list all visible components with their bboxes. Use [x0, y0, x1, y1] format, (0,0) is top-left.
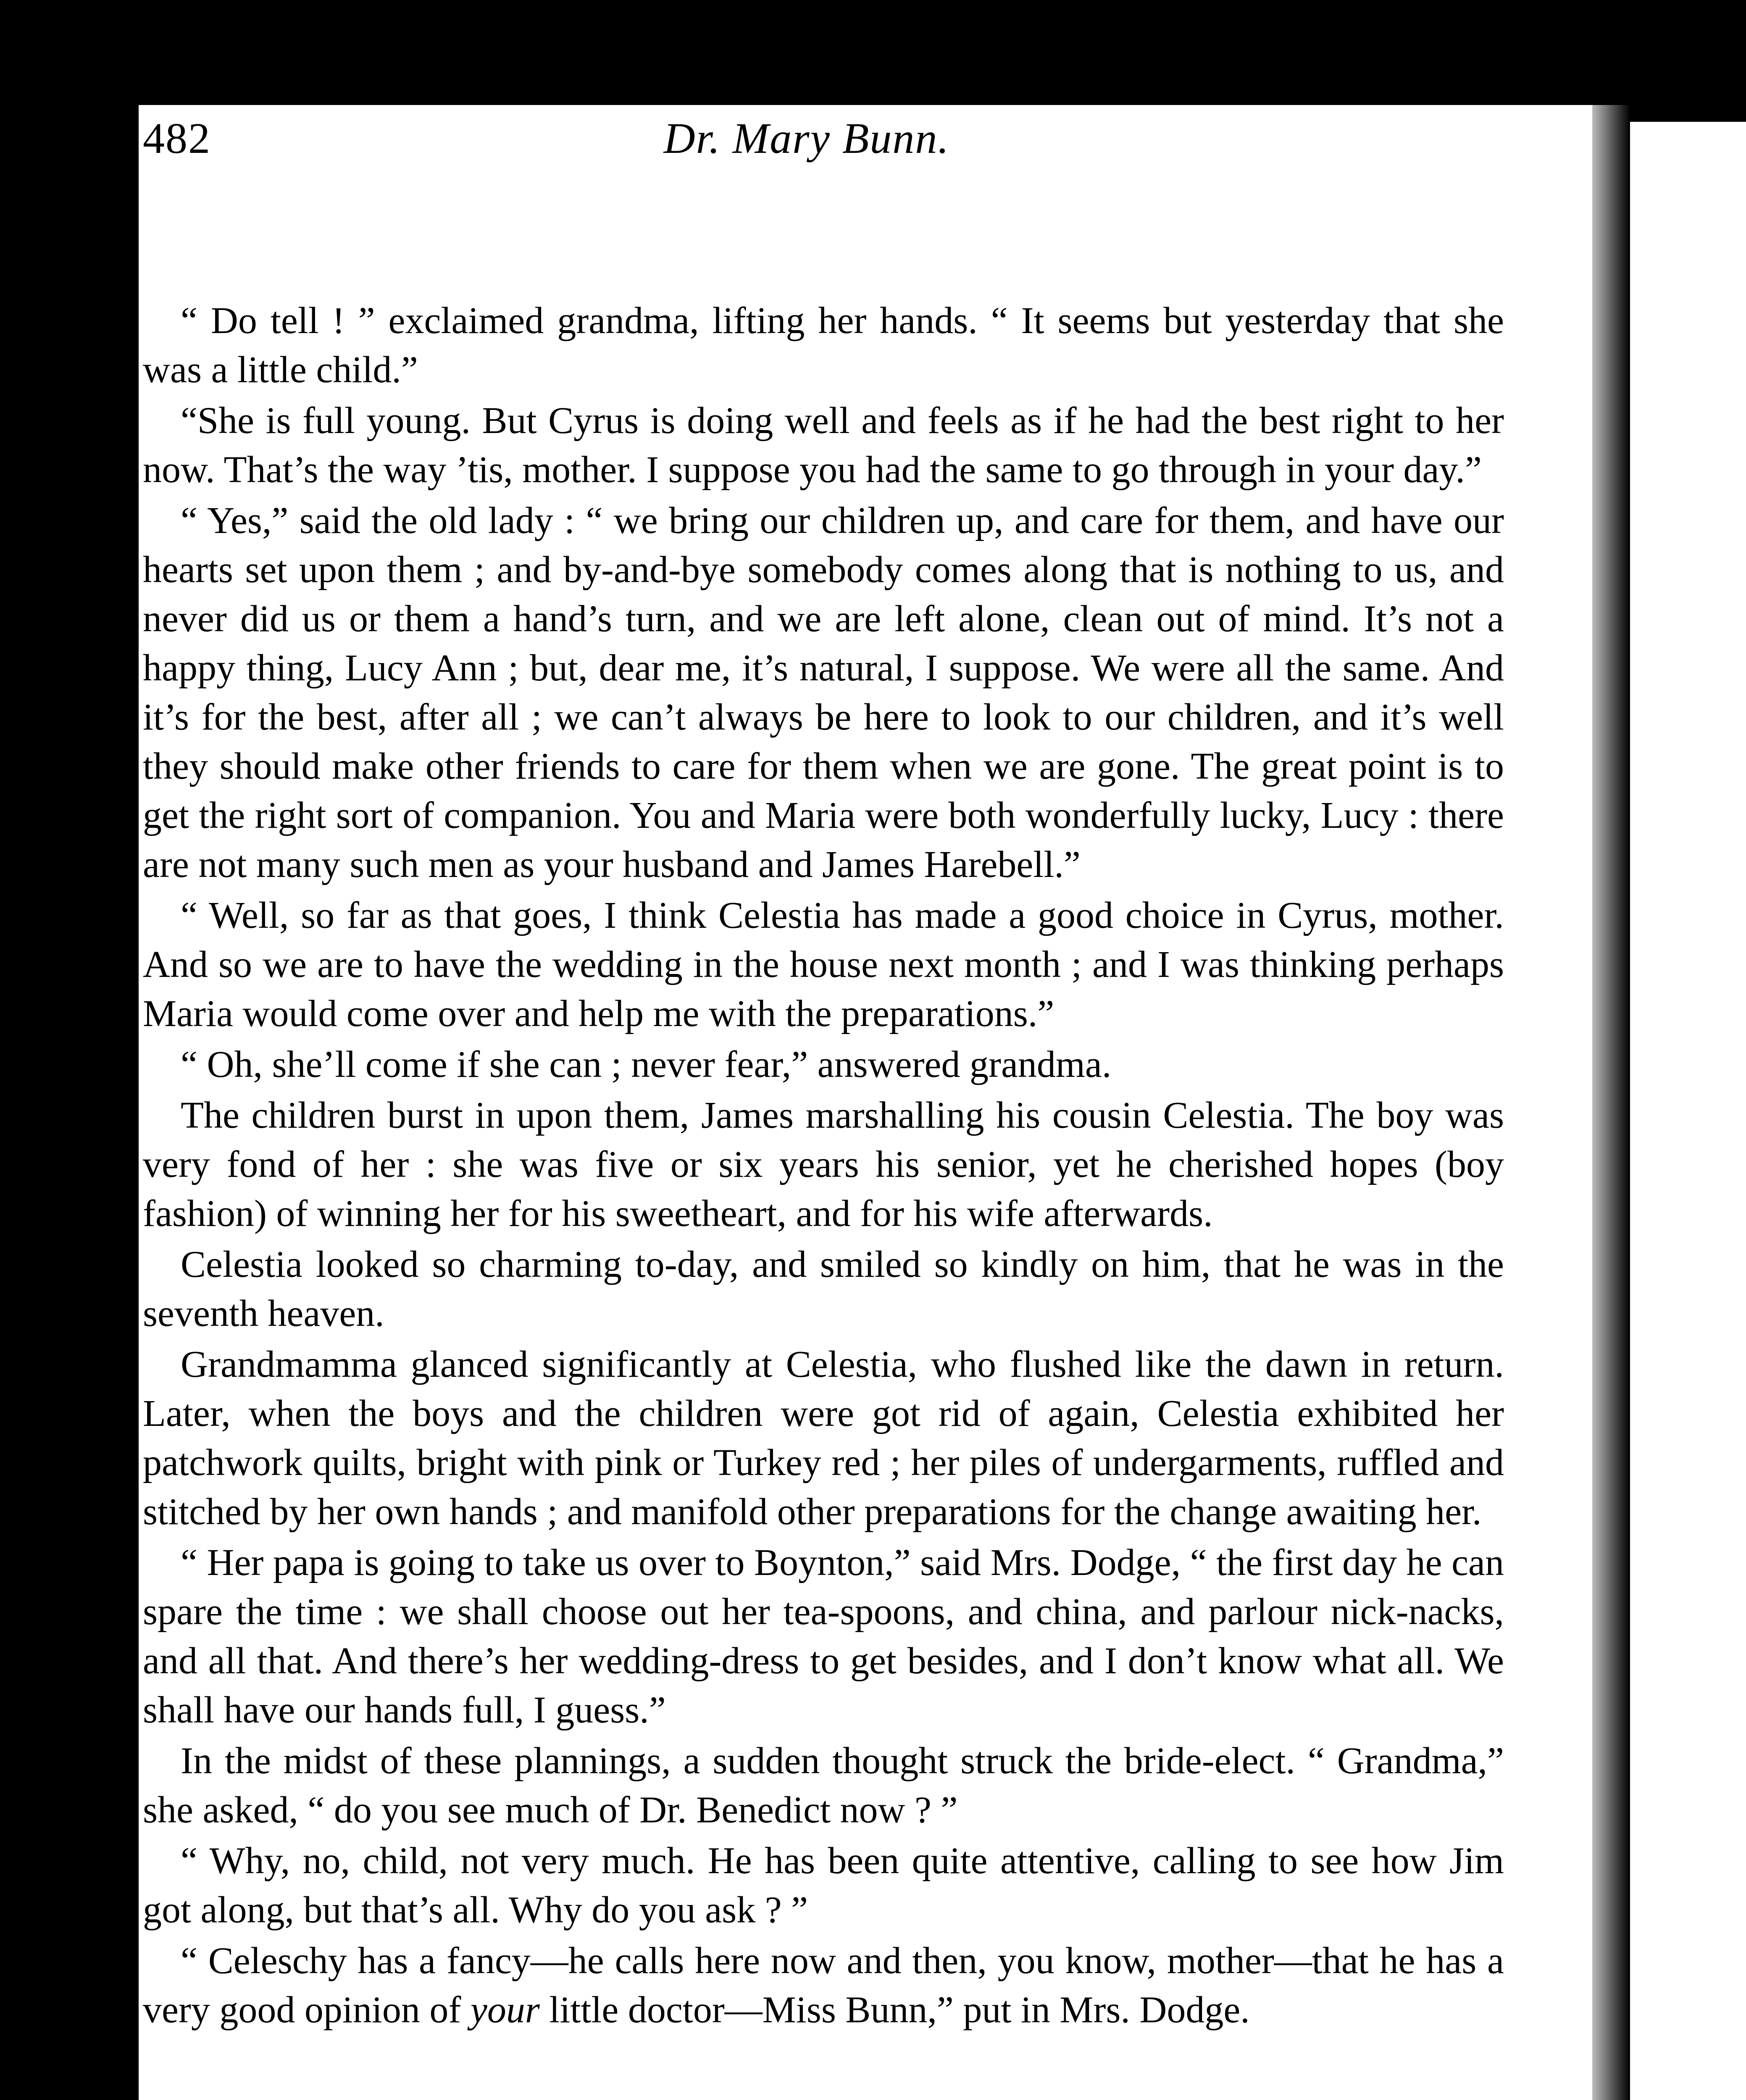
- paragraph: Celestia looked so charming to-day, and smiled so kindly on him, that he was in the seventh heaven.: [143, 1244, 1504, 1334]
- facing-page-text: [1725, 2096, 1746, 2100]
- facing-page-edge: [1630, 122, 1746, 2100]
- running-title: Dr. Mary Bunn.: [663, 114, 950, 163]
- paragraph: The children burst in upon them, James marshalling his cousin Celestia. The boy was very fond of her : she was five or six years his senior, yet he cherished hopes (boy fashion) of winning her for his sweetheart, and for his wife afterwards.: [143, 1095, 1504, 1234]
- page-header: [143, 113, 1470, 185]
- paragraph: “ Do tell ! ” exclaimed grandma, lifting her hands. “ It seems but yesterday that she was a little child.”: [143, 300, 1504, 391]
- emphasis-word: your: [470, 1989, 540, 2031]
- paragraph: “ Her papa is going to take us over to Boynton,” said Mrs. Dodge, “ the first day he can spare the time : we shall choose out her tea-spoons, and china, and parlour nick-nacks, and all that. And there’s her wedding-dress to get besides, and I don’t know what all. We shall have our hands full, I guess.”: [143, 1542, 1504, 1731]
- facing-page-fragment: [1725, 2096, 1746, 2100]
- gutter-shadow: [1592, 105, 1630, 2100]
- paragraph: “ Yes,” said the old lady : “ we bring our children up, and care for them, and have our hearts set upon them ; and by-and-bye somebody comes along that is nothing to us, and never did us or them a hand’s turn, and we are left alone, clean out of mind. It’s not a happy thing, Lucy Ann ; but, dear me, it’s natural, I suppose. We were all the same. And it’s for the best, after all ; we can’t always be here to look to our children, and it’s well they should make other friends to care for them when we are gone. The great point is to get the right sort of companion. You and Maria were both wonderfully lucky, Lucy : there are not many such men as your husband and James Harebell.”: [143, 500, 1504, 885]
- page-number: 482: [143, 114, 211, 163]
- paragraph-last: [143, 1936, 1504, 2034]
- paragraph: “She is full young. But Cyrus is doing well and feels as if he had the best right to her now. That’s the way ’tis, mother. I suppose you had the same to go through in your day.”: [143, 400, 1504, 491]
- body-text: [143, 296, 1504, 2036]
- paragraph: In the midst of these plannings, a sudden thought struck the bride-elect. “ Grandma,” she asked, “ do you see much of Dr. Benedict now ? ”: [143, 1740, 1504, 1831]
- paragraph: Grandmamma glanced significantly at Celestia, who flushed like the dawn in return. Later, when the boys and the children were got rid of again, Celestia exhibited her patchwork quilts, bright with pink or Turkey red ; her piles of undergarments, ruffled and stitched by her own hands ; and manifold other preparations for the change awaiting her.: [143, 1344, 1504, 1533]
- paragraph: “ Well, so far as that goes, I think Celestia has made a good choice in Cyrus, mother. And so we are to have the wedding in the house next month ; and I was thinking perhaps Maria would come over and help me with the preparations.”: [143, 895, 1504, 1034]
- paragraph-text: little doctor—Miss Bunn,” put in Mrs. Dodge.: [539, 1989, 1250, 2031]
- paragraph: “ Why, no, child, not very much. He has been quite attentive, calling to see how Jim got along, but that’s all. Why do you ask ? ”: [143, 1840, 1504, 1931]
- paragraph: “ Oh, she’ll come if she can ; never fear,” answered grandma.: [181, 1044, 1112, 1085]
- paragraph-text: “ Celeschy has a fancy—he calls here now and then, you know, mother—that he has a very good opinion of: [143, 1940, 1504, 2031]
